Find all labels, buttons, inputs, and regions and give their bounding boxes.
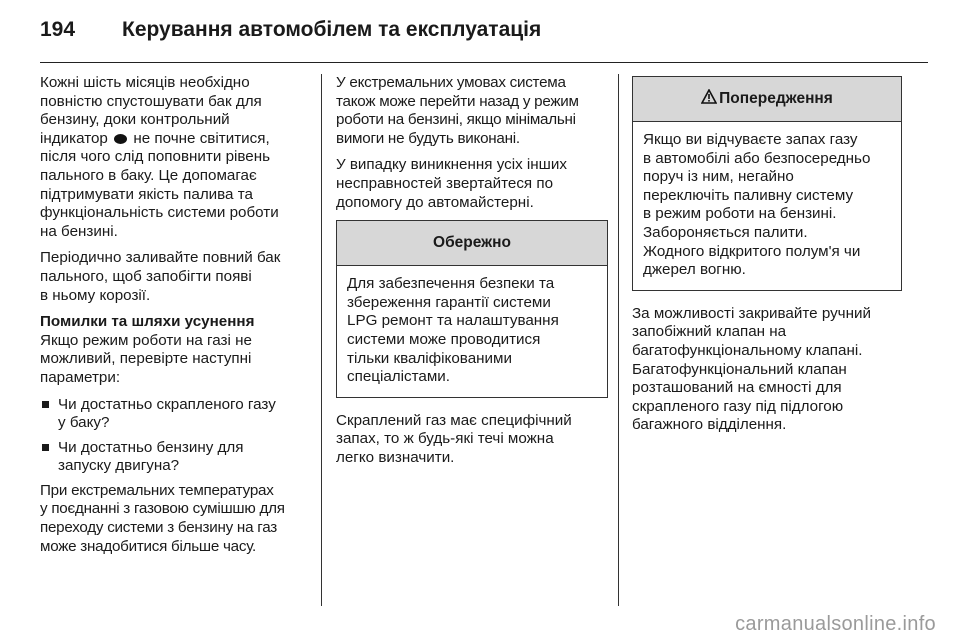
warning-title: Попередження [719, 89, 833, 107]
chapter-title: Керування автомобілем та експлуатація [122, 18, 542, 41]
paragraph-workshop: У випадку виникнення усіх інших несправностей звертайтеся по допомогу до автомайстерні. [336, 156, 567, 211]
subheading-troubleshooting: Помилки та шляхи усунення [40, 313, 255, 331]
caution-box [336, 220, 608, 398]
caution-body: Для забезпечення безпеки та збереження гарантії системи LPG ремонт та налаштування системи може проводитися тільки кваліфікованими спеціалістами. [347, 275, 559, 386]
caution-title: Обережно [337, 221, 607, 266]
column-3 [632, 74, 902, 443]
paragraph-full-tank: Періодично заливайте повний бак пального, щоб запобігти появі в ньому корозії. [40, 249, 281, 304]
paragraph-fallback-petrol: У екстремальних умовах система також може перейти назад у режим роботи на бензині, якщо мінімальні вимоги не будуть виконані. [336, 74, 579, 147]
warning-body: Якщо ви відчуваєте запах газу в автомобілі або безпосередньо поруч із ним, негайно переключіть паливну систему в режим роботи на бензині. Забороняється палити. Жодного відкритого полум'я чи джерел вогню. [643, 131, 871, 279]
paragraph-gas-smell: Скраплений газ має специфічний запах, то ж будь-які течі можна легко визначити. [336, 411, 572, 466]
warning-triangle-icon [701, 89, 717, 110]
warning-box [632, 76, 902, 291]
header-rule [40, 62, 928, 63]
paragraph-manual-valve: За можливості закривайте ручний запобіжний клапан на багатофункціональному клапані. Багатофункціональний клапан розташований на ємності для скрапленого газу під підлогою багажного відділення. [632, 304, 871, 434]
checklist [40, 396, 312, 476]
column-1 [40, 74, 312, 564]
column-2 [336, 74, 608, 476]
paragraph-check-params: Якщо режим роботи на газі не можливий, перевірте наступні параметри: [40, 331, 252, 386]
list-item: Чи достатньо скрапленого газу у баку? [40, 396, 312, 433]
column-divider-1 [321, 74, 322, 606]
watermark[interactable]: carmanualsonline.info [735, 613, 936, 635]
page-header [40, 14, 930, 54]
column-divider-2 [618, 74, 619, 606]
square-bullet-icon [42, 444, 49, 451]
paragraph-extreme-temperatures: При екстремальних температурах у поєднанні з газовою сумішшю для переходу системи з бензину на газ може знадобитися більше часу. [40, 481, 285, 555]
square-bullet-icon [42, 401, 49, 408]
paragraph-lpg-tank-emptying: Кожні шість місяців необхідно повністю спустошувати бак для бензину, доки контрольний індикатор не почне світитися, після чого слід поповнити рівень пального в баку. Це допомагає підтримувати якість палива та функціональність системи роботи на бензині. [40, 74, 279, 240]
page-number: 194 [40, 18, 76, 41]
list-item: Чи достатньо бензину для запуску двигуна? [40, 439, 312, 476]
lpg-indicator-icon [114, 134, 127, 144]
warning-header [633, 77, 901, 122]
